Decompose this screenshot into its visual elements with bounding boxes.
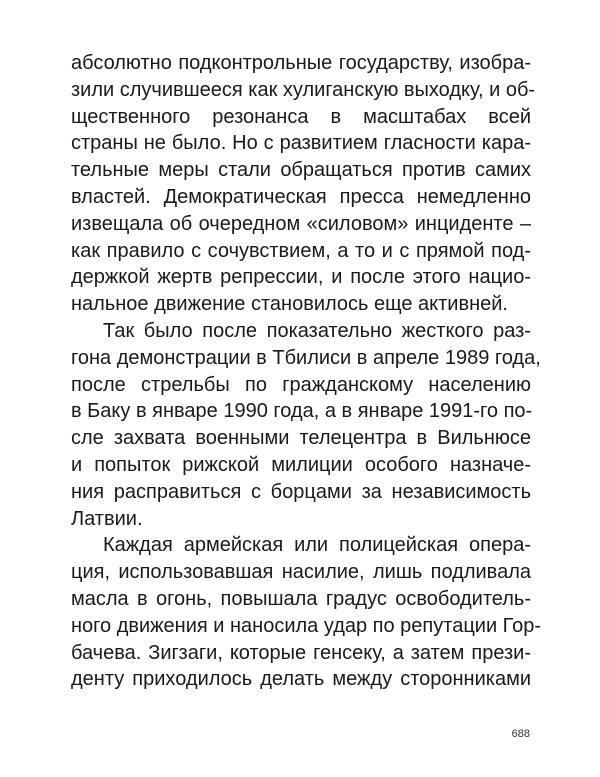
text-line: нальное движение становилось еще активней. [71, 293, 508, 316]
text-line: сле захвата военными телецентра в Вильнюсе [71, 427, 531, 450]
text-line: зили случившееся как хулиганскую выходку, и об- [71, 78, 536, 101]
text-line: Так было после показательно жесткого раз- [103, 319, 531, 342]
paragraph-3 [71, 532, 542, 693]
text-line: ния расправиться с борцами за независимость [71, 480, 531, 503]
text-line: как правило с сочувствием, а то и с прямой под- [71, 239, 531, 262]
text-line: держкой жертв репрессии, и после этого нацио- [71, 266, 531, 289]
text-line: после стрельбы по гражданскому населению [71, 373, 531, 396]
page-number: 688 [511, 728, 530, 740]
text-line: гона демонстрации в Тбилиси в апреле 1989 года, [71, 346, 541, 369]
text-line: извещала об очередном «силовом» инциденте – [71, 212, 531, 235]
text-line: тельные меры стали обращаться против самих [71, 159, 531, 182]
text-line: ция, использовавшая насилие, лишь подливала [71, 561, 531, 584]
text-line: Латвии. [71, 507, 143, 530]
text-line: страны не было. Но с развитием гласности кара- [71, 132, 531, 155]
page-body [71, 50, 542, 693]
text-line: бачева. Зигзаги, которые генсеку, а затем прези- [71, 641, 531, 664]
text-line: и попыток рижской милиции особого назначе- [71, 453, 531, 476]
text-line: ного движения и наносила удар по репутации Гор- [71, 614, 542, 637]
text-line: щественного резонанса в масштабах всей [71, 105, 531, 128]
text-line: Каждая армейская или полицейская опера- [103, 534, 531, 557]
text-line: властей. Демократическая пресса немедленно [71, 185, 531, 208]
text-line: денту приходилось делать между сторонниками [71, 668, 531, 691]
text-line: масла в огонь, повышала градус освободитель- [71, 587, 531, 610]
text-line: в Баку в январе 1990 года, а в январе 1991-го по- [71, 400, 533, 423]
paragraph-2 [71, 318, 541, 532]
text-line: абсолютно подконтрольные государству, изобра- [71, 52, 531, 74]
paragraph-1 [71, 50, 536, 318]
